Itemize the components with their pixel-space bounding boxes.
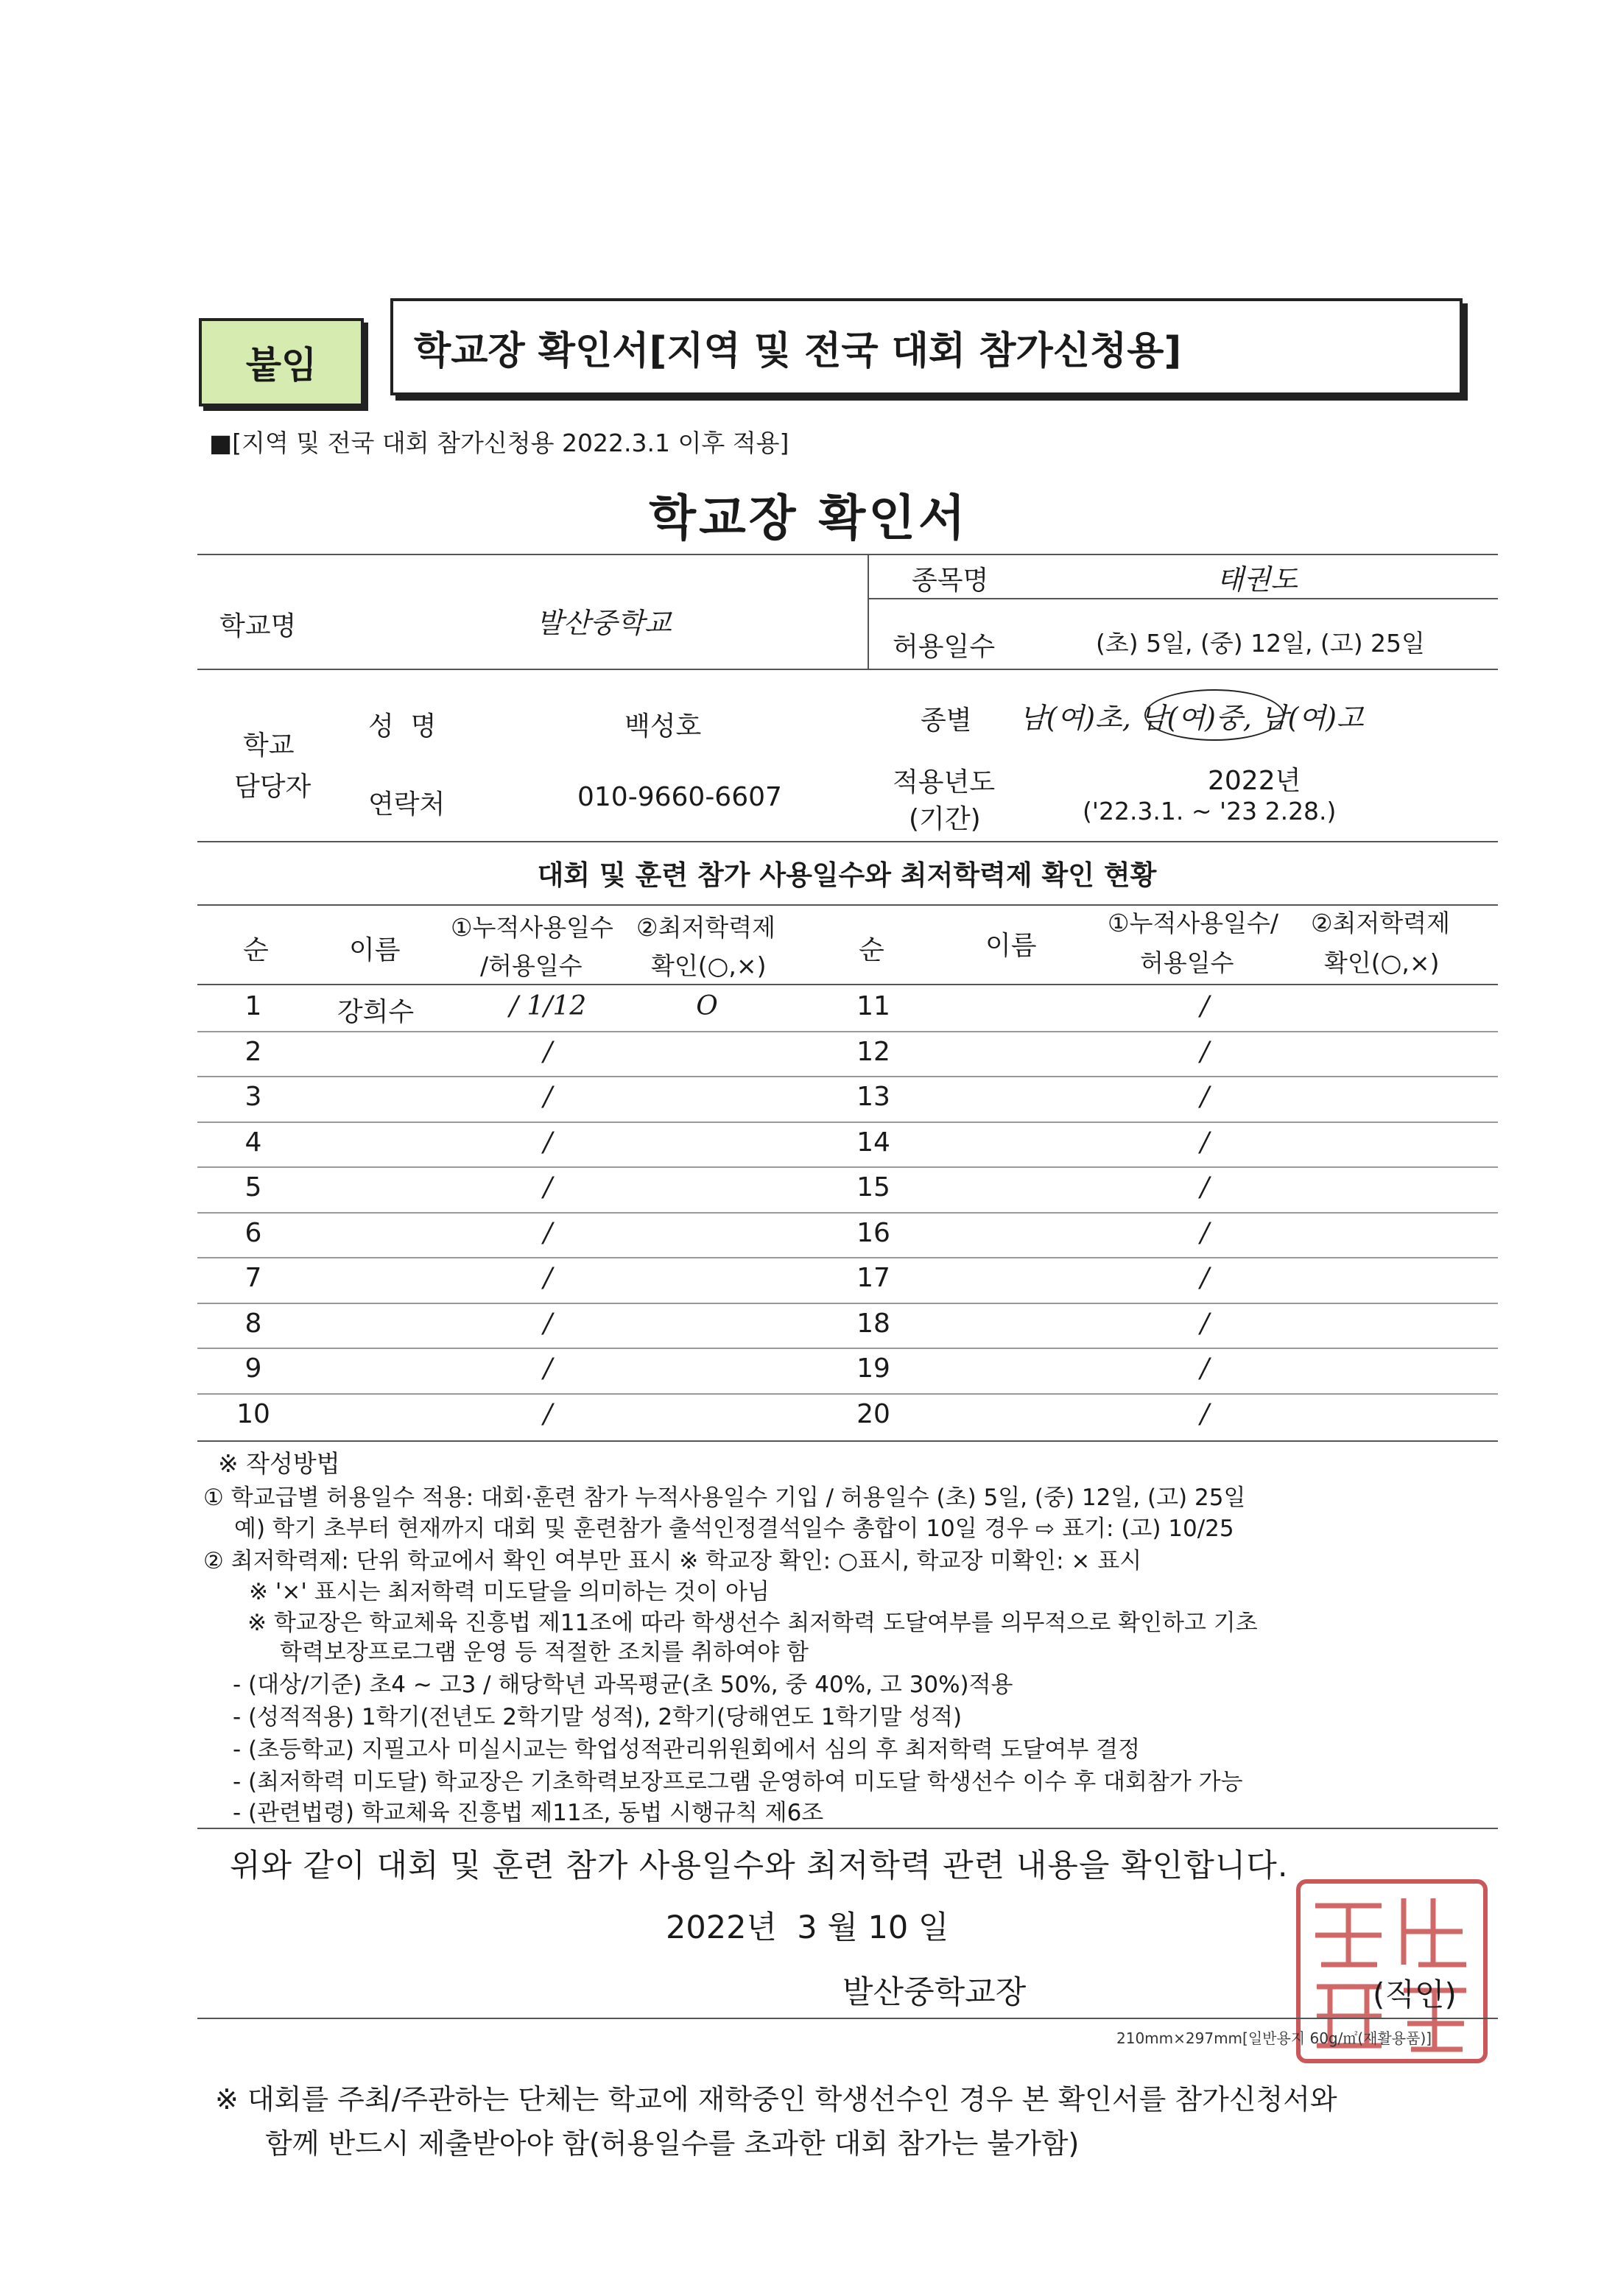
attachment-label: 붙임 (199, 318, 364, 406)
row-days-right: / (1200, 1036, 1210, 1067)
instruction-line-2: 예) 학기 초부터 현재까지 대회 및 훈련참가 출석인정결석일수 총합이 10일 경우 ⇨ 표기: (고) 10/25 (234, 1515, 1234, 1542)
instruction-line-5: ※ 학교장은 학교체육 진흥법 제11조에 따라 학생선수 최저학력 도달여부를 의무적으로 확인하고 기초 (247, 1610, 1258, 1636)
row-number-left: 2 (244, 1036, 262, 1067)
row-days-left: / (543, 1398, 553, 1429)
row-divider (197, 1257, 1498, 1258)
row-days-left: / (543, 1217, 553, 1248)
row-number-right: 15 (856, 1172, 890, 1202)
manager-label-line2: 담당자 (234, 772, 312, 802)
footer-note-line1: ※ 대회를 주최/주관하는 단체는 학교에 재학중인 학생선수인 경우 본 확인서를 참가신청서와 (215, 2083, 1337, 2116)
col-check-right-line1: ②최저학력제 (1311, 909, 1450, 937)
allowed-days-label: 허용일수 (893, 632, 996, 662)
row-days-right: / (1200, 1398, 1210, 1429)
sport-value: 태권도 (1217, 563, 1298, 596)
row-name-left: 강희수 (337, 997, 415, 1027)
row-divider (197, 1031, 1498, 1032)
allowed-days-value: (초) 5일, (중) 12일, (고) 25일 (1096, 629, 1425, 658)
paper-spec-note: 210mm×297mm[일반용지 60g/㎡(재활용품)] (1116, 2029, 1432, 2047)
period-label-line1: 적용년도 (893, 767, 996, 797)
row-days-right: / (1200, 1353, 1210, 1384)
confirmation-date: 2022년 3 월 10 일 (666, 1909, 949, 1946)
gender-label: 종별 (921, 705, 972, 736)
row-number-right: 14 (856, 1127, 890, 1158)
row-days-left: / (543, 1263, 553, 1293)
seal-label: (직인) (1373, 1976, 1457, 2012)
row-days-left: / (543, 1036, 553, 1067)
row-number-left: 4 (244, 1127, 262, 1158)
row-days-right: / (1200, 1263, 1210, 1293)
row-divider (197, 1166, 1498, 1168)
row-days-left: / (543, 1308, 553, 1339)
row-days-left: / 1/12 (509, 991, 587, 1021)
row-number-right: 11 (856, 991, 890, 1021)
table-title: 대회 및 훈련 참가 사용일수와 최저학력제 확인 현황 (537, 859, 1157, 891)
confirmation-statement: 위와 같이 대회 및 훈련 참가 사용일수와 최저학력 관련 내용을 확인합니다. (230, 1848, 1289, 1884)
manager-label-line1: 학교 (243, 730, 295, 761)
row-divider (197, 1303, 1498, 1304)
applicability-note: ■[지역 및 전국 대회 참가신청용 2022.3.1 이후 적용] (209, 429, 789, 457)
row-number-right: 12 (856, 1036, 890, 1067)
instruction-line-3: ② 최저학력제: 단위 학교에서 확인 여부만 표시 ※ 학교장 확인: ○표시, 학교장 미확인: × 표시 (203, 1548, 1142, 1574)
row-number-left: 7 (244, 1263, 262, 1293)
contact-label: 연락처 (368, 789, 446, 820)
row-divider (197, 1121, 1498, 1123)
instructions-heading: ※ 작성방법 (218, 1449, 340, 1478)
instruction-line-4: ※ '×' 표시는 최저학력 미도달을 의미하는 것이 아님 (249, 1579, 770, 1605)
row-number-right: 19 (856, 1353, 890, 1384)
col-name-right: 이름 (985, 931, 1037, 961)
row-number-left: 3 (244, 1082, 262, 1112)
row-number-right: 20 (856, 1398, 890, 1429)
row-number-right: 16 (856, 1217, 890, 1248)
row-check-left: O (696, 991, 718, 1021)
instruction-line-9: - (초등학교) 지필고사 미실시교는 학업성적관리위원회에서 심의 후 최저학력 도달여부 결정 (233, 1736, 1141, 1763)
row-number-right: 13 (856, 1082, 890, 1112)
document-box-title: 학교장 확인서[지역 및 전국 대회 참가신청용] (390, 298, 1463, 395)
instruction-line-8: - (성적적용) 1학기(전년도 2학기말 성적), 2학기(당해연도 1학기말 성적) (233, 1704, 963, 1730)
row-divider (197, 1393, 1498, 1395)
row-number-left: 8 (244, 1308, 262, 1339)
instruction-line-10: - (최저학력 미도달) 학교장은 기초학력보장프로그램 운영하여 미도달 학생선수 이수 후 대회참가 가능 (233, 1769, 1243, 1795)
instruction-line-6: 학력보장프로그램 운영 등 적절한 조치를 취하여야 함 (280, 1639, 809, 1666)
row-days-left: / (543, 1127, 553, 1158)
instruction-line-7: - (대상/기준) 초4 ~ 고3 / 해당학년 과목평균(초 50%, 중 40%, 고 30%)적용 (233, 1672, 1013, 1698)
row-days-left: / (543, 1082, 553, 1112)
principal-title: 발산중학교장 (842, 1974, 1027, 2011)
col-days-right-line2: 허용일수 (1140, 948, 1234, 977)
period-range-value: ('22.3.1. ~ '23 2.28.) (1083, 797, 1337, 825)
instruction-line-11: - (관련법령) 학교체육 진흥법 제11조, 동법 시행규칙 제6조 (233, 1800, 824, 1826)
col-check-left-line2: 확인(○,×) (651, 951, 767, 980)
row-days-right: / (1200, 1127, 1210, 1158)
row-days-right: / (1200, 991, 1210, 1021)
row-number-right: 17 (856, 1263, 890, 1293)
period-year-value: 2022년 (1208, 766, 1301, 796)
manager-name-label: 성 명 (368, 711, 437, 742)
row-days-left: / (543, 1353, 553, 1384)
row-divider (197, 1076, 1498, 1077)
row-number-right: 18 (856, 1308, 890, 1339)
row-days-right: / (1200, 1217, 1210, 1248)
row-number-left: 9 (244, 1353, 262, 1384)
row-days-left: / (543, 1172, 553, 1202)
col-no-right: 순 (859, 935, 884, 965)
contact-value: 010-9660-6607 (577, 782, 782, 812)
col-no-left: 순 (243, 935, 269, 965)
footer-note-line2: 함께 반드시 제출받아야 함(허용일수를 초과한 대회 참가는 불가함) (265, 2127, 1080, 2160)
col-check-left-line1: ②최저학력제 (636, 913, 775, 942)
col-days-left-line2: /허용일수 (480, 951, 583, 980)
col-check-right-line2: 확인(○,×) (1324, 948, 1440, 977)
row-number-left: 1 (244, 991, 262, 1021)
row-days-right: / (1200, 1172, 1210, 1202)
page-title: 학교장 확인서 (649, 490, 968, 546)
row-number-left: 10 (236, 1398, 270, 1429)
row-divider (197, 1212, 1498, 1214)
manager-name-value: 백성호 (624, 711, 702, 742)
row-number-left: 6 (244, 1217, 262, 1248)
school-name-value: 발산중학교 (536, 607, 672, 639)
sport-label: 종목명 (912, 566, 989, 596)
row-days-right: / (1200, 1082, 1210, 1112)
row-divider (197, 1348, 1498, 1349)
period-label-line2: (기간) (909, 804, 981, 834)
col-days-left-line1: ①누적사용일수 (451, 913, 613, 942)
col-days-right-line1: ①누적사용일수/ (1108, 909, 1278, 937)
col-name-left: 이름 (349, 935, 401, 965)
row-days-right: / (1200, 1308, 1210, 1339)
gender-circle-mark (1144, 689, 1284, 741)
row-number-left: 5 (244, 1172, 262, 1202)
gender-value: 남(여)초, 남(여)중, 남(여)고 (1019, 702, 1364, 734)
school-name-label: 학교명 (219, 611, 297, 641)
instruction-line-1: ① 학교급별 허용일수 적용: 대회·훈련 참가 누적사용일수 기입 / 허용일수 (초) 5일, (중) 12일, (고) 25일 (203, 1485, 1246, 1511)
